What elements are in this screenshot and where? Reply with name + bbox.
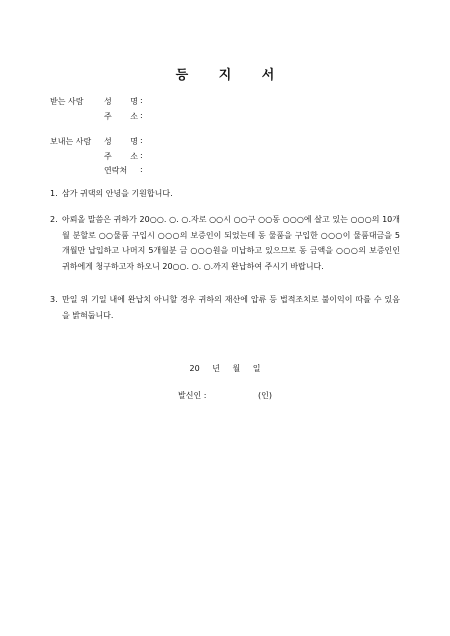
recipient-address-colon: :: [140, 111, 143, 120]
document-title: 등 지 서: [175, 68, 288, 83]
recipient-address-label: 주 소: [104, 112, 138, 121]
paragraph-text: 만일 위 기일 내에 완납치 아니할 경우 귀하의 재산에 압류 등 법적조치로 불이익이 따를 수 있음을 밝혀둡니다.: [62, 295, 400, 320]
paragraph-number: 2.: [50, 215, 58, 224]
recipient-label: 받는 사람: [50, 97, 84, 106]
paragraph-text: 아뢰올 말씀은 귀하가 20○○. ○. ○.자로 ○○시 ○○구 ○○동 ○○○에 살고 있는 ○○○의 10개월 분할로 ○○물품 구입시 ○○○의 보증인이 되었는데 동 물품을 구입한 ○○○이 물품대금을 5개월만 납입하고 나머지 5개월분 금 ○○○원을 미납하고 있으므로 동 금액을 ○○○의 보증인인 귀하에게 청구하고자 하오니 20○○. ○. ○.까지 완납하여 주시기 바랍니다.: [62, 215, 400, 271]
date-line: 20 년 월 일: [189, 364, 261, 373]
sender-contact-label: 연락처: [104, 166, 128, 175]
sender-label: 보내는 사람: [50, 137, 92, 146]
sender-address-label: 주 소: [104, 152, 138, 161]
sender-contact-colon: :: [140, 165, 143, 174]
paragraph-text: 삼가 귀댁의 안녕을 기원합니다.: [62, 189, 173, 198]
sender-name-label: 성 명: [104, 137, 138, 146]
paragraph-3: [50, 292, 400, 323]
recipient-name-label: 성 명: [104, 97, 138, 106]
paragraph-number: 3.: [50, 295, 58, 304]
sender-name-colon: :: [140, 136, 143, 145]
paragraph-2: [50, 212, 400, 274]
paragraph-number: 1.: [50, 189, 58, 198]
recipient-name-colon: :: [140, 96, 143, 105]
sender-address-colon: :: [140, 151, 143, 160]
seal-mark: (인): [258, 391, 272, 400]
signature-label: 발신인 :: [178, 391, 207, 400]
paragraph-1: [50, 186, 400, 202]
